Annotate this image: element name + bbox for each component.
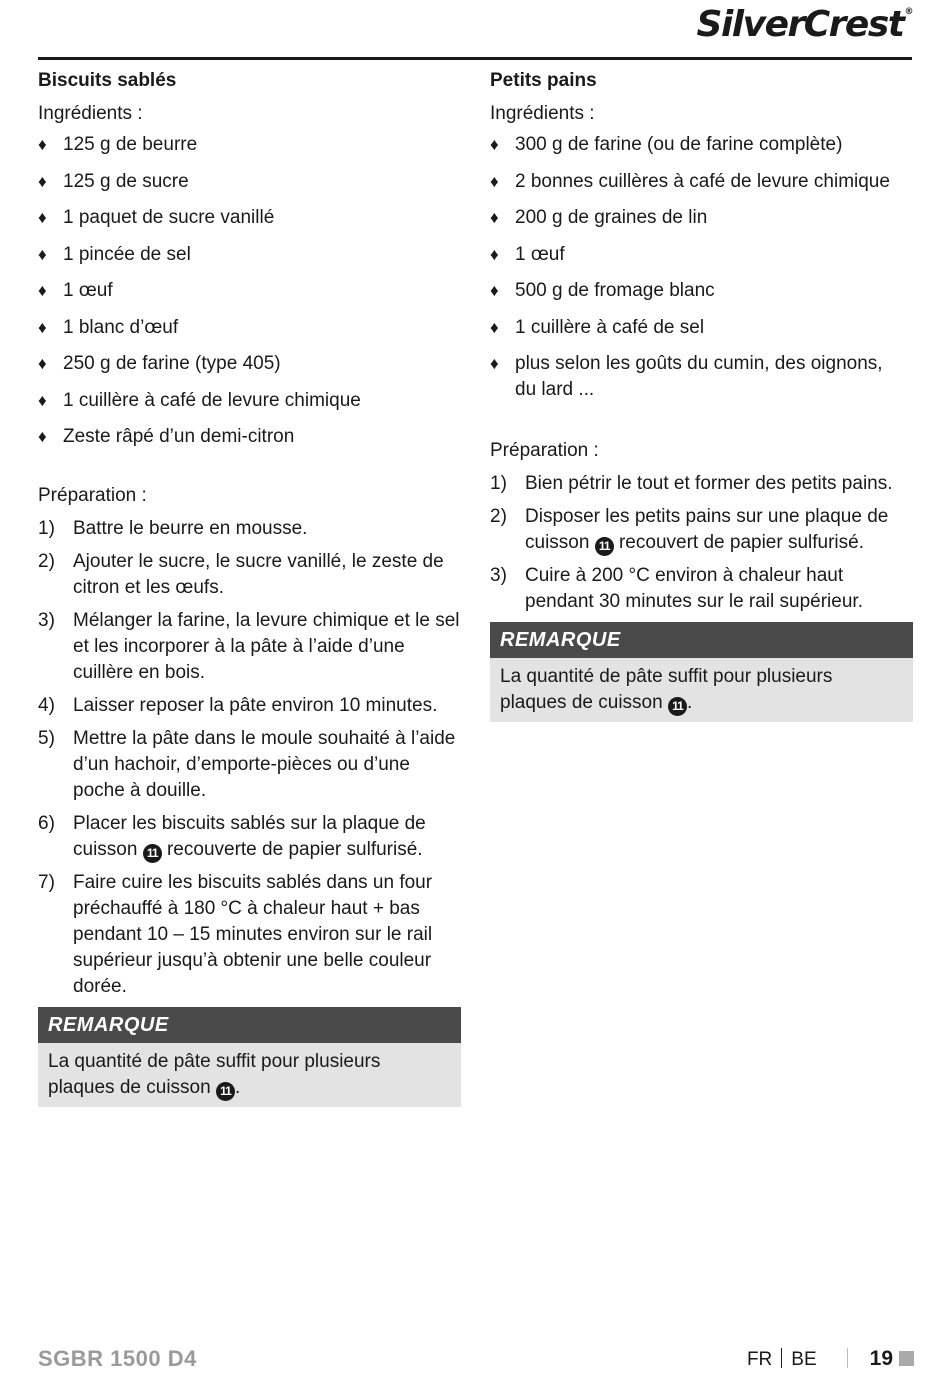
- registered-mark: ®: [904, 7, 912, 17]
- diamond-bullet-icon: ♦: [490, 208, 499, 227]
- step-item: 2) Ajouter le sucre, le sucre vanillé, le zeste de citron et les œufs.: [38, 551, 444, 598]
- step-item: 2) Disposer les petits pains sur une plaque de cuisson 11 recouvert de papier sulfurisé.: [490, 504, 914, 556]
- page-number: 19: [869, 1347, 893, 1370]
- list-item: ♦ 1 cuillère à café de levure chimique: [38, 388, 462, 414]
- diamond-bullet-icon: ♦: [490, 135, 499, 154]
- step-item: 1) Battre le beurre en mousse.: [38, 518, 308, 539]
- diamond-bullet-icon: ♦: [38, 171, 47, 191]
- note-box: [490, 622, 913, 722]
- list-item: ♦ 300 g de farine (ou de farine complète): [490, 132, 914, 158]
- list-item: ♦ plus selon les goûts du cumin, des oignons, du lard ...: [490, 353, 883, 400]
- step-item: 3) Cuire à 200 °C environ à chaleur haut pendant 30 minutes sur le rail supérieur.: [490, 565, 863, 612]
- left-column: [38, 67, 462, 1107]
- diamond-bullet-icon: ♦: [490, 281, 499, 300]
- step-item: 7) Faire cuire les biscuits sablés dans un four préchauffé à 180 °C à chaleur haut + bas pendant 10 – 15 minutes environ sur le rail supérieur jusqu’à obtenir une belle couleur dorée.: [38, 872, 433, 997]
- preparation-label: Préparation :: [38, 485, 147, 506]
- diamond-bullet-icon: ♦: [38, 281, 47, 300]
- header-rule: [38, 57, 912, 60]
- note-text: La quantité de pâte suffit pour plusieurs plaques de cuisson 11 .: [38, 1043, 461, 1107]
- note-box: [38, 1007, 461, 1107]
- diamond-bullet-icon: ♦: [38, 354, 47, 373]
- step-item: 3) Mélanger la farine, la levure chimique et le sel et les incorporer à la pâte à l’aide d’une cuillère en bois.: [38, 610, 460, 683]
- list-item: ♦ 200 g de graines de lin: [490, 205, 914, 231]
- part-number-badge: 11: [216, 1082, 235, 1101]
- list-item: ♦ 2 bonnes cuillères à café de levure chimique: [490, 169, 914, 195]
- diamond-bullet-icon: ♦: [38, 427, 47, 446]
- steps-list: [38, 516, 462, 1000]
- list-item: ♦ 500 g de fromage blanc: [490, 278, 914, 304]
- note-heading: REMARQUE: [490, 622, 913, 658]
- part-number-badge: 11: [668, 697, 687, 716]
- step-item: 4) Laisser reposer la pâte environ 10 minutes.: [38, 695, 438, 716]
- divider: [847, 1348, 848, 1368]
- brand-name: SilverCrest: [696, 4, 904, 45]
- list-item: ♦ 1 œuf: [38, 278, 462, 304]
- diamond-bullet-icon: ♦: [490, 354, 499, 373]
- ingredients-list: [38, 132, 462, 450]
- right-column: [490, 67, 914, 722]
- list-item: ♦ 1 blanc d’œuf: [38, 315, 462, 341]
- diamond-bullet-icon: ♦: [490, 171, 499, 191]
- list-item: ♦ 1 paquet de sucre vanillé: [38, 205, 462, 231]
- list-item: ♦ Zeste râpé d’un demi-citron: [38, 424, 462, 450]
- model-number: SGBR 1500 D4: [38, 1346, 197, 1371]
- diamond-bullet-icon: ♦: [38, 390, 47, 410]
- part-number-badge: 11: [143, 844, 162, 863]
- list-item: ♦ 1 œuf: [490, 242, 914, 268]
- square-marker-icon: [899, 1351, 914, 1366]
- diamond-bullet-icon: ♦: [38, 208, 47, 227]
- ingredients-label: Ingrédients :: [490, 103, 595, 124]
- language-code: FR: [746, 1349, 773, 1370]
- ingredients-label: Ingrédients :: [38, 103, 143, 124]
- part-number-badge: 11: [595, 537, 614, 556]
- ingredients-list: [490, 132, 914, 403]
- country-code: BE: [791, 1349, 817, 1370]
- brand-logo: [697, 4, 912, 45]
- recipe-title: Biscuits sablés: [38, 70, 177, 91]
- footer-page-info: [747, 1347, 914, 1371]
- note-heading: REMARQUE: [38, 1007, 461, 1043]
- list-item: ♦ 250 g de farine (type 405): [38, 351, 462, 377]
- list-item: ♦ 125 g de sucre: [38, 169, 462, 195]
- step-item: 5) Mettre la pâte dans le moule souhaité à l’aide d’un hachoir, d’emporte-pièces ou d’une poche à douille.: [38, 728, 456, 801]
- preparation-label: Préparation :: [490, 440, 599, 461]
- steps-list: [490, 471, 914, 615]
- step-item: 6) Placer les biscuits sablés sur la plaque de cuisson 11 recouverte de papier sulfurisé.: [38, 811, 462, 863]
- recipe-title: Petits pains: [490, 70, 597, 91]
- diamond-bullet-icon: ♦: [490, 317, 499, 337]
- list-item: ♦ 1 pincée de sel: [38, 242, 462, 268]
- divider: [781, 1348, 782, 1368]
- diamond-bullet-icon: ♦: [38, 244, 47, 264]
- step-item: 1) Bien pétrir le tout et former des petits pains.: [490, 473, 893, 494]
- list-item: ♦ 125 g de beurre: [38, 132, 462, 158]
- list-item: ♦ 1 cuillère à café de sel: [490, 315, 914, 341]
- diamond-bullet-icon: ♦: [490, 244, 499, 264]
- diamond-bullet-icon: ♦: [38, 317, 47, 337]
- diamond-bullet-icon: ♦: [38, 135, 47, 154]
- note-text: La quantité de pâte suffit pour plusieurs plaques de cuisson 11 .: [490, 658, 913, 722]
